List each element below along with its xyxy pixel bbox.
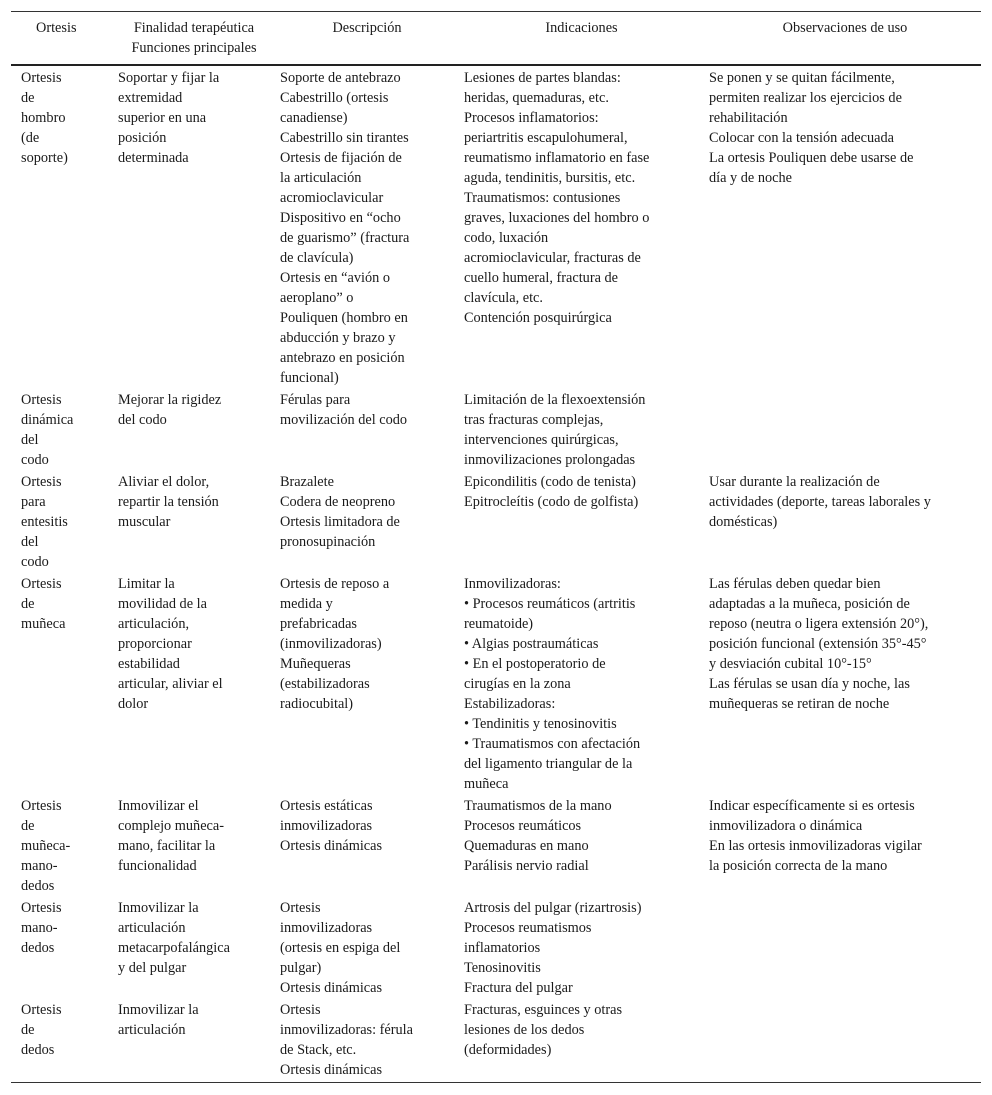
ortesis-line: dedos — [21, 1042, 55, 1058]
finalidad-line: Soportar y fijar la — [118, 70, 220, 86]
header-finalidad-line: Finalidad terapéutica — [133, 20, 255, 36]
cell-ortesis — [11, 795, 108, 897]
indicaciones-line: Procesos reumáticos — [464, 818, 582, 834]
indicaciones-line: Lesiones de partes blandas: — [464, 70, 621, 86]
descripcion-line: Ortesis — [280, 900, 321, 916]
indicaciones-line: Fractura del pulgar — [464, 980, 573, 996]
indicaciones-line: graves, luxaciones del hombro o — [464, 210, 650, 226]
ortesis-line: dedos — [21, 878, 55, 894]
cell-finalidad — [108, 389, 270, 471]
descripcion-line: radiocubital) — [280, 696, 354, 712]
observaciones-line: actividades (deporte, tareas laborales y — [709, 494, 931, 510]
descripcion-line: Ortesis — [280, 1002, 321, 1018]
indicaciones-line: Traumatismos de la mano — [464, 798, 612, 814]
header-ortesis — [11, 12, 108, 66]
cell-indicaciones — [454, 65, 699, 389]
finalidad-line: dolor — [118, 696, 149, 712]
descripcion-line: abducción y brazo y — [280, 330, 396, 346]
observaciones-line: Colocar con la tensión adecuada — [709, 130, 894, 146]
descripcion-line: de clavícula) — [280, 250, 354, 266]
indicaciones-line: codo, luxación — [464, 230, 549, 246]
indicaciones-line: Fracturas, esguinces y otras — [464, 1002, 623, 1018]
descripcion-line: (ortesis en espiga del — [280, 940, 401, 956]
cell-indicaciones — [454, 573, 699, 795]
observaciones-line: Se ponen y se quitan fácilmente, — [709, 70, 895, 86]
ortesis-line: para — [21, 494, 46, 510]
cell-observaciones — [699, 795, 981, 897]
ortesis-line: hombro — [21, 110, 66, 126]
observaciones-line: y desviación cubital 10°-15° — [709, 656, 872, 672]
ortesis-line: muñeca — [21, 616, 66, 632]
table-body — [11, 65, 981, 1083]
finalidad-line: Inmovilizar la — [118, 1002, 199, 1018]
ortesis-line: (de — [21, 130, 40, 146]
descripcion-line: Soporte de antebrazo — [280, 70, 401, 86]
ortesis-line: mano- — [21, 858, 58, 874]
table-row — [11, 795, 981, 897]
finalidad-line: determinada — [118, 150, 189, 166]
observaciones-line: Las férulas deben quedar bien — [709, 576, 881, 592]
indicaciones-line: intervenciones quirúrgicas, — [464, 432, 619, 448]
cell-ortesis — [11, 573, 108, 795]
observaciones-line: posición funcional (extensión 35°-45° — [709, 636, 927, 652]
cell-ortesis — [11, 65, 108, 389]
indicaciones-line: heridas, quemaduras, etc. — [464, 90, 609, 106]
cell-observaciones — [699, 897, 981, 999]
finalidad-line: Limitar la — [118, 576, 175, 592]
observaciones-line: muñequeras se retiran de noche — [709, 696, 890, 712]
cell-ortesis — [11, 471, 108, 573]
indicaciones-line: Traumatismos: contusiones — [464, 190, 621, 206]
descripcion-line: aeroplano” o — [280, 290, 354, 306]
observaciones-line: rehabilitación — [709, 110, 788, 126]
finalidad-line: y del pulgar — [118, 960, 187, 976]
descripcion-line: inmovilizadoras — [280, 920, 373, 936]
descripcion-line: Férulas para — [280, 392, 351, 408]
indicaciones-line: periartritis escapulohumeral, — [464, 130, 628, 146]
finalidad-line: extremidad — [118, 90, 183, 106]
cell-descripcion — [270, 795, 454, 897]
descripcion-line: pronosupinación — [280, 534, 376, 550]
finalidad-line: posición — [118, 130, 167, 146]
table-row — [11, 471, 981, 573]
indicaciones-line: • Procesos reumáticos (artritis — [464, 596, 636, 612]
cell-finalidad — [108, 999, 270, 1083]
finalidad-line: Aliviar el dolor, — [118, 474, 210, 490]
observaciones-line: En las ortesis inmovilizadoras vigilar — [709, 838, 922, 854]
indicaciones-line: inflamatorios — [464, 940, 541, 956]
ortesis-line: Ortesis — [21, 576, 62, 592]
cell-descripcion — [270, 897, 454, 999]
cell-descripcion — [270, 999, 454, 1083]
descripcion-line: inmovilizadoras — [280, 818, 373, 834]
descripcion-line: Ortesis de fijación de — [280, 150, 402, 166]
indicaciones-line: Epitrocleítis (codo de golfista) — [464, 494, 639, 510]
indicaciones-line: acromioclavicular, fracturas de — [464, 250, 641, 266]
indicaciones-line: Epicondilitis (codo de tenista) — [464, 474, 636, 490]
indicaciones-line: Estabilizadoras: — [464, 696, 556, 712]
descripcion-line: la articulación — [280, 170, 362, 186]
descripcion-line: Codera de neopreno — [280, 494, 396, 510]
header-observaciones-line: Observaciones de uso — [782, 20, 908, 36]
ortesis-line: dedos — [21, 940, 55, 956]
indicaciones-line: Inmovilizadoras: — [464, 576, 561, 592]
header-indicaciones — [454, 12, 699, 66]
descripcion-line: medida y — [280, 596, 333, 612]
finalidad-line: movilidad de la — [118, 596, 207, 612]
indicaciones-line: del ligamento triangular de la — [464, 756, 633, 772]
ortesis-line: de — [21, 818, 35, 834]
indicaciones-line: muñeca — [464, 776, 509, 792]
finalidad-line: repartir la tensión — [118, 494, 219, 510]
descripcion-line: (inmovilizadoras) — [280, 636, 382, 652]
ortesis-line: Ortesis — [21, 798, 62, 814]
indicaciones-line: lesiones de los dedos — [464, 1022, 585, 1038]
descripcion-line: canadiense) — [280, 110, 348, 126]
ortesis-line: de — [21, 1022, 35, 1038]
observaciones-line: Usar durante la realización de — [709, 474, 880, 490]
finalidad-line: Inmovilizar la — [118, 900, 199, 916]
descripcion-line: Ortesis estáticas — [280, 798, 373, 814]
descripcion-line: Brazalete — [280, 474, 334, 490]
finalidad-line: funcionalidad — [118, 858, 197, 874]
ortesis-line: codo — [21, 554, 49, 570]
cell-observaciones — [699, 471, 981, 573]
header-descripcion-line: Descripción — [332, 20, 402, 36]
descripcion-line: acromioclavicular — [280, 190, 384, 206]
cell-observaciones — [699, 573, 981, 795]
cell-descripcion — [270, 65, 454, 389]
descripcion-line: inmovilizadoras: férula — [280, 1022, 413, 1038]
cell-indicaciones — [454, 795, 699, 897]
cell-indicaciones — [454, 389, 699, 471]
indicaciones-line: reumatoide) — [464, 616, 534, 632]
descripcion-line: Cabestrillo sin tirantes — [280, 130, 409, 146]
ortesis-line: mano- — [21, 920, 58, 936]
cell-finalidad — [108, 65, 270, 389]
indicaciones-line: cirugías en la zona — [464, 676, 571, 692]
indicaciones-line: aguda, tendinitis, bursitis, etc. — [464, 170, 636, 186]
cell-finalidad — [108, 897, 270, 999]
cell-observaciones — [699, 999, 981, 1083]
finalidad-line: Mejorar la rigidez — [118, 392, 222, 408]
finalidad-line: articular, aliviar el — [118, 676, 223, 692]
indicaciones-line: Artrosis del pulgar (rizartrosis) — [464, 900, 642, 916]
header-ortesis-line: Ortesis — [36, 20, 77, 36]
indicaciones-line: Parálisis nervio radial — [464, 858, 589, 874]
ortesis-line: dinámica — [21, 412, 74, 428]
table-row — [11, 897, 981, 999]
descripcion-line: antebrazo en posición — [280, 350, 405, 366]
ortesis-line: muñeca- — [21, 838, 71, 854]
ortesis-line: del — [21, 432, 39, 448]
indicaciones-line: • Algias postraumáticas — [464, 636, 599, 652]
orthesis-table — [11, 11, 981, 1083]
descripcion-line: movilización del codo — [280, 412, 408, 428]
indicaciones-line: reumatismo inflamatorio en fase — [464, 150, 650, 166]
header-descripcion — [270, 12, 454, 66]
finalidad-line: complejo muñeca- — [118, 818, 224, 834]
observaciones-line: domésticas) — [709, 514, 778, 530]
cell-finalidad — [108, 573, 270, 795]
finalidad-line: articulación — [118, 920, 186, 936]
indicaciones-line: Limitación de la flexoextensión — [464, 392, 646, 408]
table-header — [11, 12, 981, 66]
ortesis-line: entesitis — [21, 514, 68, 530]
descripcion-line: de Stack, etc. — [280, 1042, 357, 1058]
ortesis-line: de — [21, 596, 35, 612]
observaciones-line: inmovilizadora o dinámica — [709, 818, 863, 834]
observaciones-line: día y de noche — [709, 170, 792, 186]
indicaciones-line: Procesos inflamatorios: — [464, 110, 599, 126]
finalidad-line: del codo — [118, 412, 167, 428]
header-finalidad — [108, 12, 270, 66]
indicaciones-line: tras fracturas complejas, — [464, 412, 604, 428]
ortesis-line: Ortesis — [21, 1002, 62, 1018]
descripcion-line: Ortesis de reposo a — [280, 576, 390, 592]
descripcion-line: prefabricadas — [280, 616, 357, 632]
descripcion-line: funcional) — [280, 370, 339, 386]
observaciones-line: reposo (neutra o ligera extensión 20°), — [709, 616, 929, 632]
observaciones-line: adaptadas a la muñeca, posición de — [709, 596, 910, 612]
cell-descripcion — [270, 471, 454, 573]
cell-indicaciones — [454, 471, 699, 573]
header-row — [11, 12, 981, 66]
observaciones-line: La ortesis Pouliquen debe usarse de — [709, 150, 914, 166]
descripcion-line: pulgar) — [280, 960, 322, 976]
header-finalidad-line: Funciones principales — [131, 40, 257, 56]
table-container — [11, 11, 981, 1083]
ortesis-line: Ortesis — [21, 900, 62, 916]
finalidad-line: Inmovilizar el — [118, 798, 199, 814]
cell-finalidad — [108, 795, 270, 897]
descripcion-line: Dispositivo en “ocho — [280, 210, 401, 226]
observaciones-line: la posición correcta de la mano — [709, 858, 888, 874]
ortesis-line: Ortesis — [21, 474, 62, 490]
ortesis-line: soporte) — [21, 150, 68, 166]
cell-ortesis — [11, 389, 108, 471]
finalidad-line: superior en una — [118, 110, 207, 126]
observaciones-line: Las férulas se usan día y noche, las — [709, 676, 910, 692]
indicaciones-line: • Tendinitis y tenosinovitis — [464, 716, 617, 732]
finalidad-line: muscular — [118, 514, 171, 530]
indicaciones-line: (deformidades) — [464, 1042, 552, 1058]
indicaciones-line: • En el postoperatorio de — [464, 656, 606, 672]
indicaciones-line: clavícula, etc. — [464, 290, 543, 306]
finalidad-line: metacarpofalángica — [118, 940, 230, 956]
cell-descripcion — [270, 389, 454, 471]
ortesis-line: codo — [21, 452, 49, 468]
cell-finalidad — [108, 471, 270, 573]
indicaciones-line: Tenosinovitis — [464, 960, 541, 976]
descripcion-line: Ortesis en “avión o — [280, 270, 390, 286]
table-row — [11, 65, 981, 389]
ortesis-line: Ortesis — [21, 392, 62, 408]
descripcion-line: Cabestrillo (ortesis — [280, 90, 389, 106]
descripcion-line: Muñequeras — [280, 656, 351, 672]
indicaciones-line: inmovilizaciones prolongadas — [464, 452, 636, 468]
descripcion-line: de guarismo” (fractura — [280, 230, 410, 246]
table-row — [11, 389, 981, 471]
cell-ortesis — [11, 897, 108, 999]
observaciones-line: Indicar específicamente si es ortesis — [709, 798, 915, 814]
descripcion-line: (estabilizadoras — [280, 676, 370, 692]
indicaciones-line: • Traumatismos con afectación — [464, 736, 641, 752]
descripcion-line: Ortesis limitadora de — [280, 514, 400, 530]
ortesis-line: del — [21, 534, 39, 550]
cell-indicaciones — [454, 897, 699, 999]
indicaciones-line: Quemaduras en mano — [464, 838, 589, 854]
indicaciones-line: cuello humeral, fractura de — [464, 270, 619, 286]
descripcion-line: Pouliquen (hombro en — [280, 310, 408, 326]
finalidad-line: proporcionar — [118, 636, 192, 652]
table-row — [11, 573, 981, 795]
header-observaciones — [699, 12, 981, 66]
cell-observaciones — [699, 65, 981, 389]
indicaciones-line: Procesos reumatismos — [464, 920, 592, 936]
finalidad-line: mano, facilitar la — [118, 838, 216, 854]
ortesis-line: de — [21, 90, 35, 106]
finalidad-line: articulación — [118, 1022, 186, 1038]
finalidad-line: estabilidad — [118, 656, 180, 672]
finalidad-line: articulación, — [118, 616, 190, 632]
header-indicaciones-line: Indicaciones — [545, 20, 618, 36]
descripcion-line: Ortesis dinámicas — [280, 838, 383, 854]
ortesis-line: Ortesis — [21, 70, 62, 86]
cell-indicaciones — [454, 999, 699, 1083]
descripcion-line: Ortesis dinámicas — [280, 980, 383, 996]
cell-observaciones — [699, 389, 981, 471]
table-row — [11, 999, 981, 1083]
cell-ortesis — [11, 999, 108, 1083]
cell-descripcion — [270, 573, 454, 795]
indicaciones-line: Contención posquirúrgica — [464, 310, 612, 326]
descripcion-line: Ortesis dinámicas — [280, 1062, 383, 1078]
observaciones-line: permiten realizar los ejercicios de — [709, 90, 902, 106]
